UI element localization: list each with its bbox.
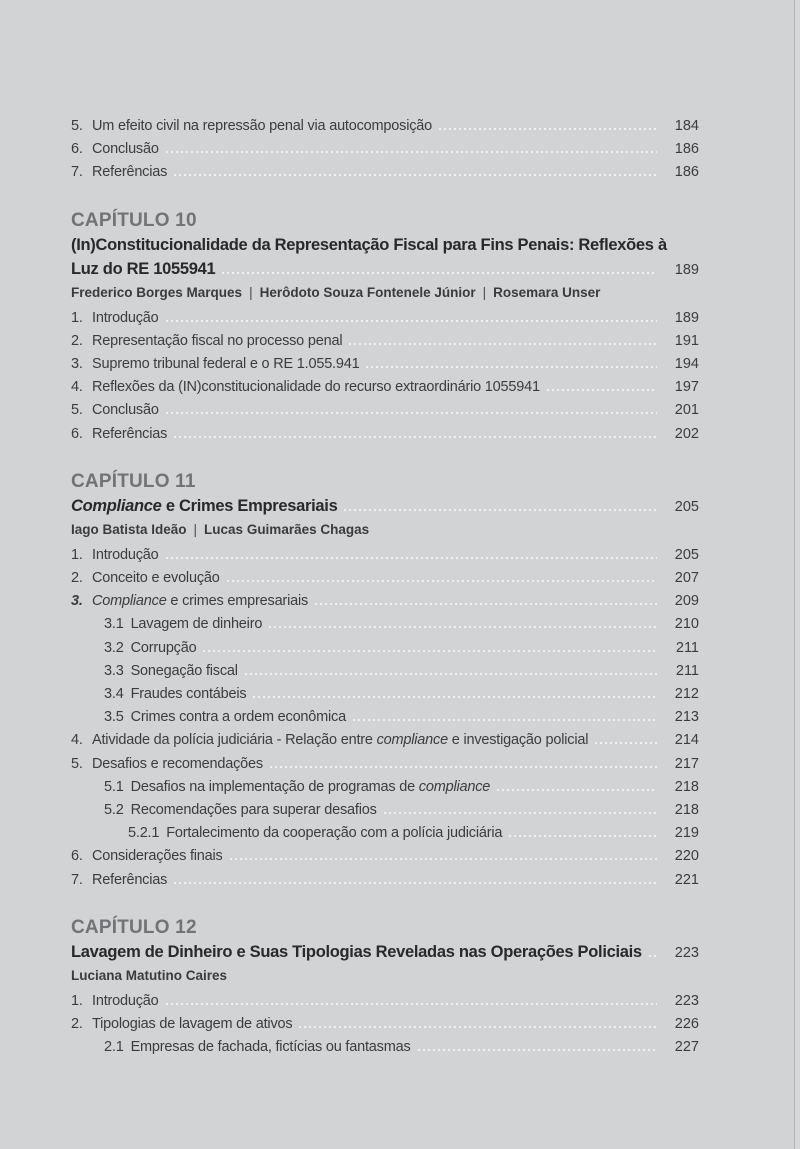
- entry-number: 6.: [71, 848, 83, 865]
- dotted-leader: [222, 272, 657, 274]
- entry-label: [131, 1036, 411, 1059]
- toc-entry: [71, 660, 699, 683]
- toc-entry: [71, 683, 699, 706]
- entry-label: [92, 990, 159, 1013]
- entry-label: [92, 115, 432, 138]
- entry-label: [92, 1013, 292, 1036]
- toc-entry: [71, 567, 699, 590]
- author-name: Iago Batista Ideão: [71, 521, 187, 537]
- entry-number: 3.2: [104, 639, 124, 656]
- page-number: 227: [674, 1039, 699, 1056]
- chapter-title-row: [71, 233, 699, 257]
- toc-entry: [71, 161, 699, 184]
- author-name: Luciana Matutino Caires: [71, 967, 228, 983]
- dotted-leader: [174, 174, 657, 176]
- page-number: 189: [674, 309, 699, 326]
- text-segment: Conceito e evolução: [92, 570, 220, 587]
- page-number: 211: [675, 639, 699, 656]
- text-segment: e Crimes Empresariais: [161, 496, 338, 515]
- dotted-leader: [203, 650, 657, 652]
- text-segment: Lavagem de dinheiro: [130, 616, 263, 633]
- page-number: 205: [674, 498, 699, 515]
- dotted-leader: [166, 412, 657, 414]
- entry-number: 3.1: [104, 616, 124, 633]
- page-number: 210: [674, 616, 699, 633]
- entry-label: [92, 845, 223, 868]
- page-number: 201: [674, 402, 699, 419]
- entry-label: [92, 330, 342, 353]
- page-number: 184: [674, 118, 699, 134]
- dotted-leader: [595, 742, 657, 744]
- dotted-leader: [299, 1026, 657, 1028]
- toc-entry: [71, 376, 699, 399]
- page-number: 212: [674, 686, 699, 703]
- entry-label: [131, 660, 238, 683]
- page-number: 191: [674, 332, 699, 349]
- text-segment: Um efeito civil na repressão penal via autocomposição: [92, 118, 432, 134]
- text-segment: Considerações finais: [92, 848, 223, 865]
- page-number: 218: [674, 778, 699, 795]
- entry-number: 5.: [71, 118, 83, 134]
- page-number: 207: [674, 570, 699, 587]
- entry-label: [166, 822, 502, 845]
- dotted-leader: [497, 789, 657, 791]
- entry-label: [92, 729, 588, 752]
- text-segment: Conclusão: [92, 141, 159, 158]
- dotted-leader: [230, 858, 657, 860]
- entry-label: [92, 138, 159, 161]
- dotted-leader: [166, 320, 657, 322]
- toc-entry: [71, 706, 699, 729]
- chapter-section: [71, 916, 699, 1060]
- dotted-leader: [269, 626, 657, 628]
- entry-number: 2.1: [104, 1039, 124, 1056]
- text-segment: Introdução: [92, 546, 159, 563]
- entry-label: [131, 637, 197, 660]
- toc-entry: [71, 544, 699, 567]
- text-segment: Tipologias de lavagem de ativos: [92, 1016, 293, 1033]
- entry-label: [131, 613, 263, 636]
- toc-entry: [71, 307, 699, 330]
- toc-entry: [71, 1013, 699, 1036]
- page-number: 189: [674, 261, 699, 278]
- toc-entry-list: [71, 307, 699, 446]
- entry-label: [92, 544, 159, 567]
- dotted-leader: [547, 389, 657, 391]
- text-segment: Fraudes contábeis: [130, 686, 247, 703]
- dotted-leader: [227, 580, 657, 582]
- page-number: 205: [674, 546, 699, 563]
- page-number: 213: [674, 709, 699, 726]
- dotted-leader: [349, 343, 657, 345]
- chapter-title-row: [71, 494, 699, 519]
- page-number: 186: [674, 164, 699, 181]
- entry-number: 1.: [71, 992, 83, 1009]
- text-segment: Fortalecimento da cooperação com a polícia judiciária: [166, 825, 503, 842]
- chapter-authors: [71, 285, 699, 301]
- page-number: 226: [674, 1016, 699, 1033]
- entry-number: 4.: [71, 732, 83, 749]
- dotted-leader: [366, 366, 657, 368]
- dotted-leader: [166, 151, 657, 153]
- page-number: 186: [674, 141, 699, 158]
- page-number: 220: [674, 848, 699, 865]
- toc-entry: [71, 869, 699, 892]
- dotted-leader: [253, 696, 657, 698]
- entry-number: 1.: [71, 309, 83, 326]
- toc-entry: [71, 330, 699, 353]
- chapter-title: [71, 494, 337, 518]
- chapter-title: [71, 257, 215, 281]
- entry-label: [92, 869, 167, 892]
- entry-number: 3.5: [104, 709, 124, 726]
- text-segment: Reflexões da (IN)constitucionalidade do recurso extraordinário 1055941: [92, 379, 540, 396]
- entry-number: 5.2: [104, 802, 124, 819]
- toc-entry: [71, 115, 699, 138]
- author-name: Lucas Guimarães Chagas: [204, 521, 370, 537]
- author-name: Herôdoto Souza Fontenele Júnior: [259, 284, 476, 300]
- text-segment: (In)Constitucionalidade da Representação Fiscal para Fins Penais: Reflexões à: [71, 235, 667, 254]
- entry-number: 5.1: [104, 778, 124, 795]
- dotted-leader: [509, 835, 657, 837]
- toc-entry: [71, 1036, 699, 1059]
- entry-number: 5.: [71, 402, 83, 419]
- page-number: 221: [674, 871, 699, 888]
- entry-number: 3.: [71, 593, 83, 610]
- entry-label: [131, 706, 346, 729]
- author-name: Rosemara Unser: [493, 284, 601, 300]
- text-segment: Referências: [92, 425, 168, 442]
- entry-label: [92, 590, 308, 613]
- entry-label: [92, 753, 263, 776]
- toc-entry-list: [71, 115, 699, 185]
- entry-number: 2.: [71, 332, 83, 349]
- text-segment: Introdução: [92, 992, 159, 1009]
- author-name: Frederico Borges Marques: [71, 284, 243, 300]
- toc-entry: [71, 613, 699, 636]
- italic-text: Compliance: [71, 496, 162, 515]
- toc-entry: [71, 729, 699, 752]
- page-number: 197: [674, 379, 699, 396]
- dotted-leader: [174, 436, 657, 438]
- text-segment: Introdução: [92, 309, 159, 326]
- entry-label: [131, 799, 377, 822]
- toc-entry: [71, 637, 699, 660]
- toc-items-section: [71, 115, 699, 185]
- dotted-leader: [384, 812, 657, 814]
- entry-label: [92, 353, 359, 376]
- dotted-leader: [344, 509, 657, 511]
- entry-number: 7.: [71, 871, 83, 888]
- page-number: 202: [674, 425, 699, 442]
- dotted-leader: [418, 1049, 658, 1051]
- entry-number: 3.: [71, 356, 83, 373]
- entry-number: 3.4: [104, 686, 124, 703]
- toc-entry: [71, 753, 699, 776]
- page-number: 223: [674, 944, 699, 961]
- chapter-section: [71, 470, 699, 892]
- text-segment: Representação fiscal no processo penal: [92, 332, 343, 349]
- toc-entry-list: [71, 990, 699, 1060]
- italic-text: Compliance: [92, 593, 167, 610]
- page-number: 223: [674, 992, 699, 1009]
- entry-number: 5.2.1: [128, 825, 160, 842]
- author-separator: |: [193, 521, 198, 537]
- entry-number: 2.: [71, 1016, 83, 1033]
- toc-entry-list: [71, 544, 699, 892]
- author-separator: |: [249, 284, 253, 300]
- entry-label: [92, 307, 159, 330]
- italic-text: compliance: [376, 732, 448, 749]
- text-segment: Corrupção: [130, 639, 197, 656]
- entry-number: 3.3: [104, 662, 124, 679]
- chapter-title-row: [71, 940, 699, 965]
- page-number: 217: [674, 755, 699, 772]
- toc-entry: [71, 353, 699, 376]
- entry-label: [92, 161, 167, 184]
- chapter-authors: [71, 522, 699, 538]
- toc-entry: [71, 423, 699, 446]
- text-segment: Sonegação fiscal: [130, 662, 238, 679]
- dotted-leader: [649, 955, 657, 957]
- page-number: 209: [674, 593, 699, 610]
- toc-entry: [71, 590, 699, 613]
- dotted-leader: [245, 673, 657, 675]
- chapter-label: CAPÍTULO 11: [71, 470, 196, 492]
- chapter-authors: [71, 968, 699, 984]
- entry-number: 5.: [71, 755, 83, 772]
- entry-number: 7.: [71, 164, 83, 181]
- entry-number: 6.: [71, 141, 83, 158]
- text-segment: Supremo tribunal federal e o RE 1.055.941: [92, 356, 360, 373]
- text-segment: Luz do RE 1055941: [71, 259, 216, 278]
- page-number: 214: [674, 732, 699, 749]
- toc-entry: [71, 776, 699, 799]
- toc-entry: [71, 845, 699, 868]
- page-number: 219: [674, 825, 699, 842]
- chapter-label: CAPÍTULO 12: [71, 916, 197, 938]
- toc-entry: [71, 799, 699, 822]
- italic-text: compliance: [418, 778, 491, 795]
- text-segment: Crimes contra a ordem econômica: [130, 709, 346, 726]
- dotted-leader: [166, 1003, 657, 1005]
- toc-entry: [71, 822, 699, 845]
- dotted-leader: [270, 766, 657, 768]
- entry-label: [92, 423, 167, 446]
- text-segment: e crimes empresariais: [166, 593, 309, 610]
- dotted-leader: [315, 603, 657, 605]
- chapter-title: [71, 940, 642, 964]
- entry-number: 1.: [71, 546, 83, 563]
- text-segment: Recomendações para superar desafios: [130, 802, 377, 819]
- page-number: 218: [674, 802, 699, 819]
- dotted-leader: [439, 128, 657, 130]
- dotted-leader: [166, 557, 657, 559]
- toc-entry: [71, 990, 699, 1013]
- chapter-title-row: [71, 257, 699, 282]
- entry-label: [92, 567, 220, 590]
- dotted-leader: [353, 719, 657, 721]
- page-number: 211: [675, 662, 699, 679]
- text-segment: Referências: [92, 871, 168, 888]
- text-segment: Conclusão: [92, 402, 159, 419]
- text-segment: Desafios na implementação de programas de: [130, 778, 419, 795]
- chapter-title: [71, 233, 667, 257]
- text-segment: Atividade da polícia judiciária - Relação entre: [92, 732, 377, 749]
- entry-number: 2.: [71, 570, 83, 587]
- entry-label: [131, 683, 247, 706]
- entry-number: 4.: [71, 379, 83, 396]
- entry-label: [92, 376, 540, 399]
- text-segment: e investigação policial: [447, 732, 589, 749]
- toc-entry: [71, 399, 699, 422]
- text-segment: Desafios e recomendações: [92, 755, 263, 772]
- entry-number: 6.: [71, 425, 83, 442]
- entry-label: [131, 776, 491, 799]
- chapter-label: CAPÍTULO 10: [71, 209, 197, 231]
- text-segment: Referências: [92, 164, 168, 181]
- author-separator: |: [482, 284, 487, 300]
- text-segment: Lavagem de Dinheiro e Suas Tipologias Reveladas nas Operações Policiais: [71, 942, 642, 961]
- toc-entry: [71, 138, 699, 161]
- chapter-section: [71, 209, 699, 446]
- entry-label: [92, 399, 159, 422]
- page-number: 194: [674, 356, 699, 373]
- dotted-leader: [174, 882, 657, 884]
- text-segment: Empresas de fachada, fictícias ou fantasmas: [130, 1039, 411, 1056]
